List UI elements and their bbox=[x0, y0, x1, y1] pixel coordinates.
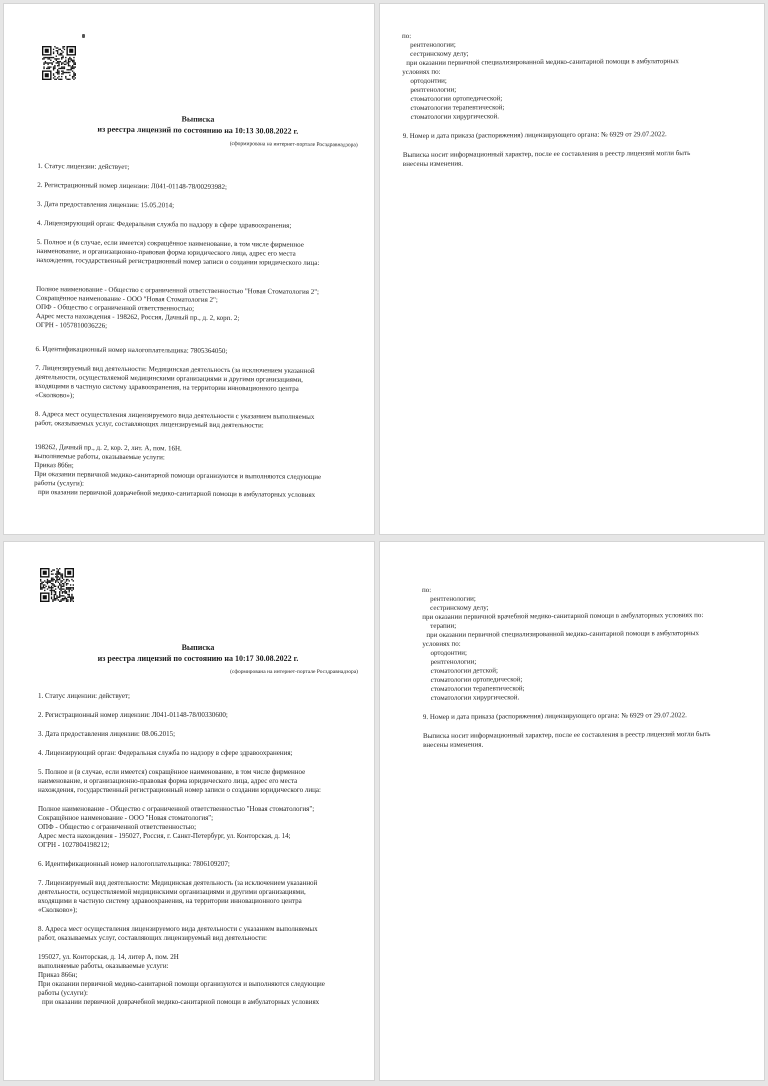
continuation-line: стоматологии детской; bbox=[430, 666, 499, 675]
license-extract-continuation bbox=[402, 30, 743, 169]
license-status: 1. Статус лицензии: действует; bbox=[37, 161, 130, 171]
continuation-line: условиях по: bbox=[422, 639, 461, 648]
page-title: Выписка bbox=[181, 114, 215, 124]
short-name: Сокращённое наименование - ООО "Новая Стоматология 2"; bbox=[36, 293, 218, 304]
continuation-line: при оказании первичной специализированной медико-санитарной помощи в амбулаторных bbox=[406, 57, 679, 67]
disclaimer-line: Выписка носит информационный характер, после ее составления в реестр лицензий могли быть bbox=[402, 148, 691, 159]
continuation-line: сестринскому делу; bbox=[410, 49, 469, 58]
license-date: 3. Дата предоставления лицензии: 15.05.2014; bbox=[36, 199, 175, 210]
ink-mark bbox=[82, 34, 85, 38]
continuation-line: стоматологии хирургической. bbox=[410, 112, 500, 121]
item-5-line: 5. Полное и (в случае, если имеется) сокращённое наименование, в том числе фирменное bbox=[38, 768, 306, 776]
item-8-line: работ, оказываемых услуг, составляющих лицензируемый вид деятельности: bbox=[34, 418, 264, 430]
qr-code-icon bbox=[40, 568, 74, 602]
license-extract-text bbox=[38, 642, 358, 1007]
item-5-line: наименование, и организационно-правовая форма юридического лица, адрес его места bbox=[38, 777, 298, 785]
item-7-line: входящими в частную систему здравоохранения, на территории инновационного центра bbox=[35, 381, 299, 393]
primary-care-line: при оказании первичной доврачебной медико-санитарной помощи в амбулаторных условиях bbox=[42, 998, 320, 1006]
primary-care-line: работы (услуги): bbox=[34, 478, 85, 488]
licensing-authority: 4. Лицензирующий орган: Федеральная служба по надзору в сфере здравоохранения; bbox=[38, 749, 293, 757]
continuation-line: при оказании первичной врачебной медико-санитарной помощи в амбулаторных условиях по: bbox=[422, 611, 704, 621]
ogrn: ОГРН - 1027804198212; bbox=[38, 841, 110, 849]
continuation-line: по: bbox=[422, 585, 432, 594]
legal-form: ОПФ - Общество с ограниченной ответственностью; bbox=[35, 302, 195, 313]
continuation-line: стоматологии терапевтической; bbox=[410, 103, 505, 112]
document-page-2 bbox=[380, 4, 764, 534]
document-page-1 bbox=[4, 4, 374, 534]
disclaimer-line: Выписка носит информационный характер, после ее составления в реестр лицензий могли быть bbox=[423, 729, 711, 740]
item-8-line: 8. Адреса мест осуществления лицензируемого вида деятельности с указанием выполняемых bbox=[38, 925, 318, 933]
item-7-line: «Сколково»); bbox=[34, 390, 75, 400]
item-7-line: «Сколково»); bbox=[38, 906, 78, 914]
continuation-line: рентгенологии; bbox=[410, 85, 457, 94]
item-5-line: 5. Полное и (в случае, если имеется) сокращённое наименование, в том числе фирменное bbox=[36, 237, 304, 249]
continuation-line: рентгенологии; bbox=[410, 40, 456, 49]
document-page-4 bbox=[380, 542, 764, 1080]
generated-note: (сформирована на интернет-портале Росздравнадзора) bbox=[229, 141, 358, 149]
licensing-authority: 4. Лицензирующий орган: Федеральная служба по надзору в сфере здравоохранения; bbox=[36, 218, 292, 230]
license-number: 2. Регистрационный номер лицензии: Л041-01148-78/00330600; bbox=[38, 711, 228, 719]
continuation-line: по: bbox=[402, 31, 412, 40]
license-number: 2. Регистрационный номер лицензии: Л041-01148-78/00293982; bbox=[37, 180, 228, 191]
order-number: 9. Номер и дата приказа (распоряжения) лицензирующего органа: № 6929 от 29.07.2022. bbox=[402, 130, 667, 140]
primary-care-line: при оказании первичной доврачебной медико-санитарной помощи в амбулаторных условиях bbox=[37, 488, 316, 499]
continuation-line: стоматологии ортопедической; bbox=[430, 675, 523, 684]
item-5-line: нахождения, государственный регистрационный номер записи о создании юридического лица: bbox=[38, 786, 321, 794]
primary-care-line: При оказании первичной медико-санитарной помощи организуются и выполняются следующие bbox=[34, 469, 322, 481]
page-subtitle: из реестра лицензий по состоянию на 10:13 30.08.2022 г. bbox=[97, 124, 299, 136]
item-7-line: входящими в частную систему здравоохранения, на территории инновационного центра bbox=[38, 897, 302, 905]
page-title: Выписка bbox=[181, 643, 215, 652]
primary-care-line: работы (услуги): bbox=[38, 989, 88, 997]
item-7-line: деятельности, осуществляемой медицинскими организациями и другими организациями, bbox=[38, 888, 306, 896]
page-subtitle: из реестра лицензий по состоянию на 10:17 30.08.2022 г. bbox=[97, 654, 299, 663]
continuation-line: стоматологии хирургической. bbox=[430, 693, 520, 702]
continuation-line: условиях по: bbox=[402, 67, 441, 76]
legal-address: Адрес места нахождения - 195027, Россия, г. Санкт-Петербург, ул. Конторская, д. 14; bbox=[38, 832, 291, 840]
activity-address: 198262, Дачный пр., д. 2, кор. 2, лит. А, пом. 16Н. bbox=[34, 442, 182, 453]
continuation-line: сестринскому делу; bbox=[430, 603, 489, 612]
item-7-line: деятельности, осуществляемой медицинскими организациями и другими организациями, bbox=[35, 372, 303, 384]
disclaimer-line: внесены изменения. bbox=[423, 740, 484, 749]
disclaimer-line: внесены изменения. bbox=[402, 159, 464, 168]
item-8-line: работ, оказываемых услуг, составляющих лицензируемый вид деятельности: bbox=[38, 934, 267, 942]
item-5-line: наименование, и организационно-правовая форма юридического лица, адрес его места bbox=[36, 246, 296, 258]
qr-code-icon bbox=[42, 46, 76, 80]
inn: 6. Идентификационный номер налогоплательщика: 7806109207; bbox=[38, 860, 230, 868]
item-8-line: 8. Адреса мест осуществления лицензируемого вида деятельности с указанием выполняемых bbox=[34, 409, 315, 421]
works-label: выполняемые работы, оказываемые услуги: bbox=[38, 962, 169, 970]
item-5-line: нахождения, государственный регистрационный номер записи о создании юридического лица: bbox=[36, 255, 320, 267]
order-ref: Приказ 866н; bbox=[38, 971, 78, 979]
continuation-line: рентгенологии; bbox=[430, 657, 477, 666]
continuation-line: стоматологии терапевтической; bbox=[430, 684, 525, 693]
activity-address: 195027, ул. Конторская, д. 14, литер А, пом. 2Н bbox=[38, 953, 179, 961]
license-status: 1. Статус лицензии: действует; bbox=[38, 692, 130, 700]
continuation-line: стоматологии ортопедической; bbox=[410, 94, 503, 103]
works-label: выполняемые работы, оказываемые услуги: bbox=[34, 451, 165, 462]
primary-care-line: При оказании первичной медико-санитарной помощи организуются и выполняются следующие bbox=[38, 980, 325, 988]
legal-address: Адрес места нахождения - 198262, Россия, Дачный пр., д. 2, корп. 2; bbox=[35, 311, 240, 323]
continuation-line: при оказании первичной специализированной медико-санитарной помощи в амбулаторных bbox=[426, 629, 699, 639]
license-extract-text bbox=[34, 112, 358, 500]
ogrn: ОГРН - 1057810036226; bbox=[35, 320, 108, 330]
full-name: Полное наименование - Общество с ограниченной ответственностью "Новая стоматология"; bbox=[38, 805, 315, 813]
inn: 6. Идентификационный номер налогоплательщика: 7805364050; bbox=[35, 344, 228, 355]
short-name: Сокращённое наименование - ООО "Новая стоматология"; bbox=[38, 814, 214, 822]
full-name: Полное наименование - Общество с ограниченной ответственностью "Новая Стоматология 2"; bbox=[36, 284, 320, 296]
license-extract-continuation bbox=[422, 584, 753, 750]
item-7-line: 7. Лицензируемый вид деятельности: Медицинская деятельность (за исключением указанной bbox=[35, 363, 315, 375]
continuation-line: терапии; bbox=[430, 621, 457, 630]
generated-note: (сформирована на интернет-портале Росздравнадзора) bbox=[230, 669, 358, 675]
order-number: 9. Номер и дата приказа (распоряжения) лицензирующего органа: № 6929 от 29.07.2022. bbox=[422, 711, 687, 721]
item-7-line: 7. Лицензируемый вид деятельности: Медицинская деятельность (за исключением указанной bbox=[38, 879, 318, 887]
license-date: 3. Дата предоставления лицензии: 08.06.2015; bbox=[38, 730, 176, 738]
document-page-3 bbox=[4, 542, 374, 1080]
continuation-line: ортодонтии; bbox=[410, 76, 447, 85]
continuation-line: ортодонтии; bbox=[430, 648, 467, 657]
order-ref: Приказ 866н; bbox=[34, 460, 74, 470]
continuation-line: рентгенологии; bbox=[430, 594, 476, 603]
legal-form: ОПФ - Общество с ограниченной ответственностью; bbox=[38, 823, 197, 831]
